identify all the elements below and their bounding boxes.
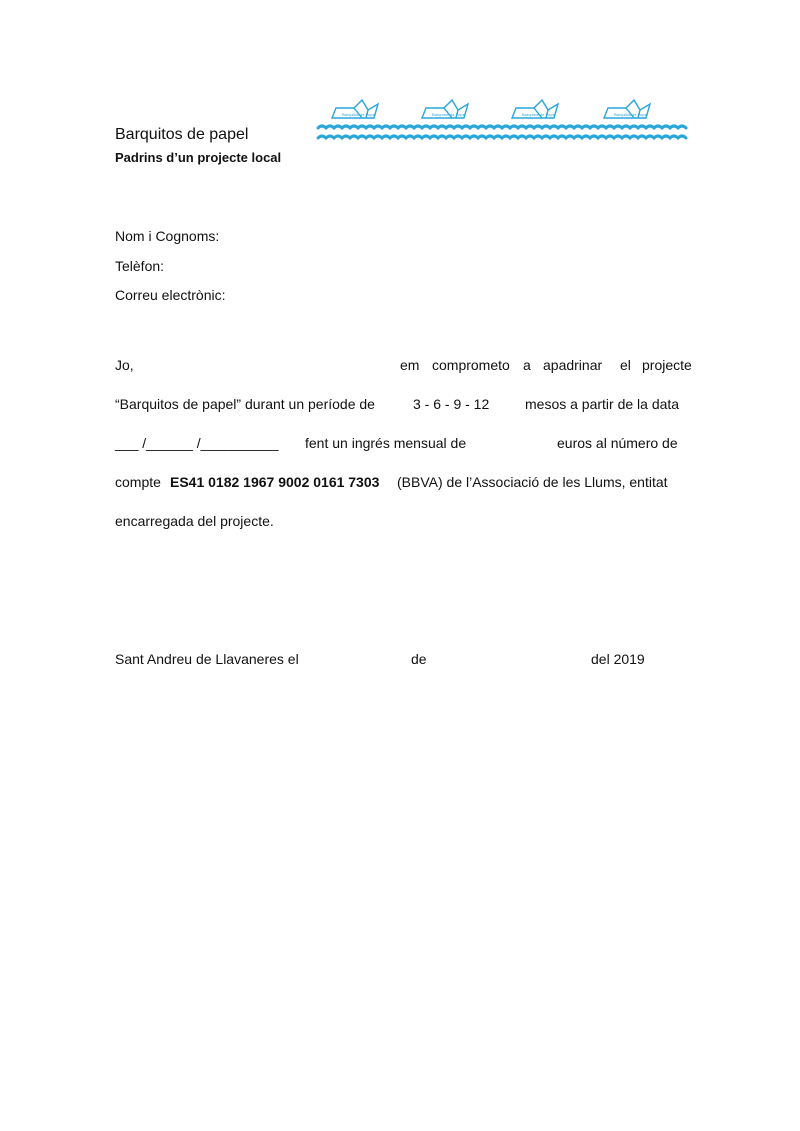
waves	[318, 126, 686, 138]
svg-text:Barquitos de Papel: Barquitos de Papel	[432, 112, 466, 117]
place-text: Sant Andreu de Llavaneres el	[115, 651, 299, 667]
word: projecte	[642, 357, 692, 373]
document-title: Barquitos de papel	[115, 126, 249, 143]
word: comprometo	[432, 357, 510, 373]
email-field-label: Correu electrònic:	[115, 287, 226, 303]
account-text: euros al número de	[557, 435, 678, 451]
word: apadrinar	[543, 357, 603, 373]
commitment-line-1	[115, 357, 692, 377]
de-text: de	[411, 651, 427, 667]
commitment-line-5	[115, 513, 686, 533]
word: em	[400, 357, 420, 373]
svg-text:Barquitos de Papel: Barquitos de Papel	[522, 112, 556, 117]
svg-text:Barquitos de Papel: Barquitos de Papel	[614, 112, 648, 117]
date-blank: ___ /______ /__________	[115, 435, 279, 451]
word: Jo,	[115, 357, 134, 373]
commitment-line-4	[115, 474, 686, 494]
period-text-end: mesos a partir de la data	[525, 396, 680, 412]
boat-captions	[342, 112, 648, 117]
period-options: 3 - 6 - 9 - 12	[413, 396, 490, 412]
commitment-line-2	[115, 396, 686, 416]
year-text: del 2019	[591, 651, 645, 667]
word: el	[620, 357, 631, 373]
closing-text: encarregada del projecte.	[115, 513, 274, 529]
paper-boats-logo	[316, 96, 688, 146]
name-field-label: Nom i Cognoms:	[115, 228, 220, 244]
word: a	[523, 357, 531, 373]
svg-text:Barquitos de Papel: Barquitos de Papel	[342, 112, 376, 117]
signature-line	[115, 651, 686, 671]
period-text: “Barquitos de papel” durant un període de	[115, 396, 375, 412]
compte-word: compte	[115, 474, 161, 490]
iban-number: ES41 0182 1967 9002 0161 7303	[170, 474, 380, 490]
monthly-text: fent un ingrés mensual de	[305, 435, 467, 451]
phone-field-label: Telèfon:	[115, 258, 165, 274]
document-subtitle: Padrins d’un projecte local	[115, 150, 282, 165]
bank-text: (BBVA) de l’Associació de les Llums, entitat	[397, 474, 668, 490]
commitment-line-3	[115, 435, 686, 455]
